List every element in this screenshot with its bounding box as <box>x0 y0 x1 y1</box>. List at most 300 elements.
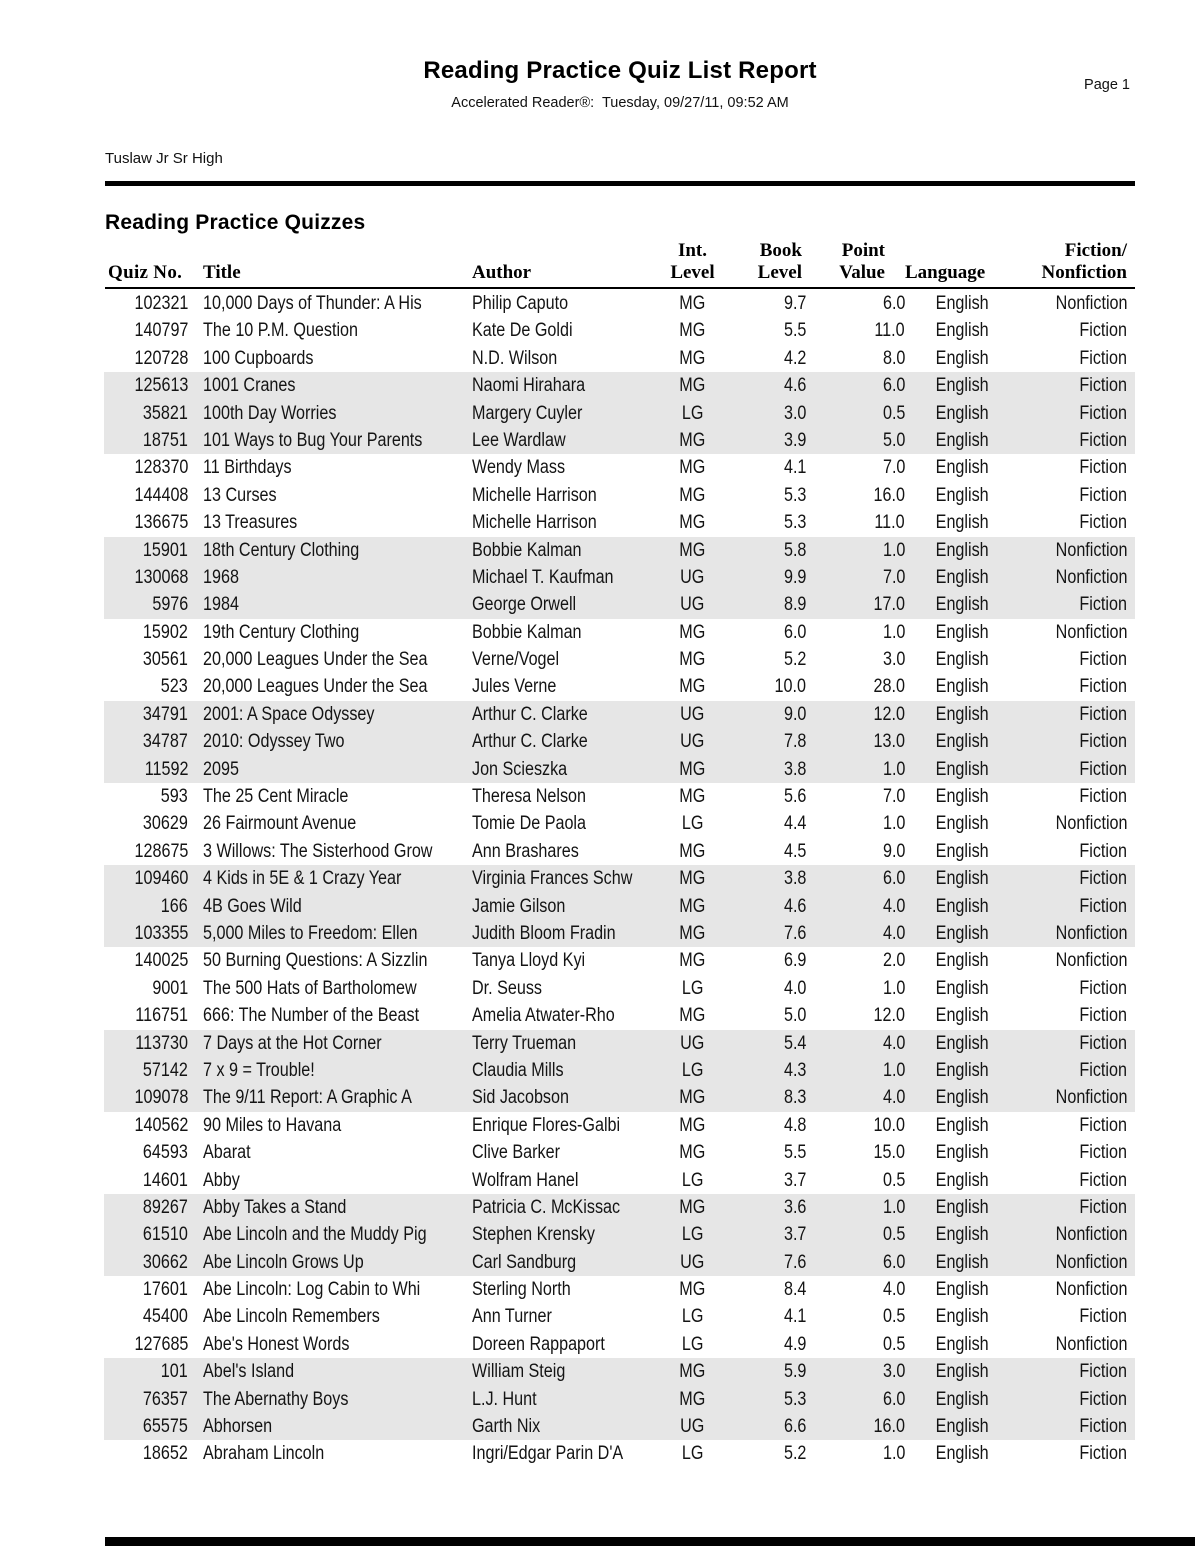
table-row <box>104 1167 1135 1194</box>
cell-quiz-no: 140797 <box>134 320 188 342</box>
table-row <box>104 1276 1135 1303</box>
cell-title: Abhorsen <box>203 1416 273 1438</box>
cell-language: English <box>936 676 989 698</box>
cell-point-value: 0.5 <box>882 1306 905 1328</box>
cell-title: 4B Goes Wild <box>203 895 302 917</box>
table-row <box>104 619 1135 646</box>
cell-fiction-nonfiction: Fiction <box>1079 977 1127 999</box>
cell-interest-level: MG <box>679 1196 706 1218</box>
cell-interest-level: MG <box>679 840 706 862</box>
cell-interest-level: LG <box>681 402 704 424</box>
cell-author: Ann Brashares <box>472 840 579 862</box>
table-row <box>104 427 1135 454</box>
cell-author: Enrique Flores-Galbi <box>472 1114 621 1136</box>
cell-point-value: 17.0 <box>873 594 905 616</box>
cell-book-level: 5.5 <box>783 1142 806 1164</box>
table-row <box>104 1057 1135 1084</box>
cell-fiction-nonfiction: Fiction <box>1079 731 1127 753</box>
cell-quiz-no: 30629 <box>143 813 188 835</box>
cell-quiz-no: 5976 <box>152 594 188 616</box>
column-header-point-value: Point Value <box>839 240 885 283</box>
table-row <box>104 1002 1135 1029</box>
cell-title: The 9/11 Report: A Graphic A <box>203 1087 412 1109</box>
cell-quiz-no: 109078 <box>134 1087 188 1109</box>
cell-interest-level: MG <box>679 1388 706 1410</box>
cell-book-level: 4.1 <box>783 1306 806 1328</box>
cell-author: Kate De Goldi <box>472 320 573 342</box>
cell-quiz-no: 116751 <box>135 1005 188 1027</box>
cell-author: Clive Barker <box>472 1142 560 1164</box>
cell-point-value: 0.5 <box>882 402 905 424</box>
cell-fiction-nonfiction: Fiction <box>1079 347 1127 369</box>
cell-interest-level: MG <box>679 621 706 643</box>
cell-title: Abraham Lincoln <box>203 1443 325 1465</box>
cell-interest-level: MG <box>679 1005 706 1027</box>
cell-point-value: 28.0 <box>873 676 905 698</box>
cell-interest-level: MG <box>679 1142 706 1164</box>
cell-quiz-no: 65575 <box>143 1416 188 1438</box>
table-row <box>104 838 1135 865</box>
header-rule <box>105 181 1135 186</box>
cell-title: The 25 Cent Miracle <box>203 786 349 808</box>
cell-interest-level: MG <box>679 895 706 917</box>
cell-quiz-no: 34791 <box>143 703 188 725</box>
cell-author: George Orwell <box>472 594 577 616</box>
cell-interest-level: MG <box>679 1114 706 1136</box>
cell-fiction-nonfiction: Fiction <box>1079 457 1127 479</box>
cell-interest-level: MG <box>679 484 706 506</box>
cell-quiz-no: 11592 <box>144 758 188 780</box>
cell-interest-level: MG <box>679 429 706 451</box>
cell-language: English <box>936 1416 989 1438</box>
cell-interest-level: MG <box>679 293 706 314</box>
cell-language: English <box>936 649 989 671</box>
cell-book-level: 4.8 <box>783 1114 806 1136</box>
cell-quiz-no: 140562 <box>134 1114 188 1136</box>
cell-title: 2095 <box>203 758 239 780</box>
cell-quiz-no: 45400 <box>143 1306 188 1328</box>
cell-quiz-no: 30662 <box>143 1251 188 1273</box>
cell-book-level: 4.0 <box>783 977 806 999</box>
cell-fiction-nonfiction: Fiction <box>1079 429 1127 451</box>
cell-title: The 500 Hats of Bartholomew <box>203 977 417 999</box>
cell-author: Sid Jacobson <box>472 1087 569 1109</box>
cell-point-value: 10.0 <box>873 1114 905 1136</box>
cell-book-level: 6.9 <box>783 950 806 972</box>
cell-point-value: 1.0 <box>882 539 905 561</box>
cell-fiction-nonfiction: Fiction <box>1079 676 1127 698</box>
cell-author: Jules Verne <box>472 676 557 698</box>
cell-language: English <box>936 347 989 369</box>
cell-book-level: 3.0 <box>783 402 806 424</box>
cell-author: Michael T. Kaufman <box>472 566 614 588</box>
table-row <box>104 756 1135 783</box>
cell-title: 5,000 Miles to Freedom: Ellen <box>203 922 418 944</box>
cell-author: Naomi Hirahara <box>472 375 586 397</box>
table-body <box>104 290 1135 1468</box>
column-header-title: Title <box>203 262 241 283</box>
cell-author: Margery Cuyler <box>472 402 583 424</box>
cell-interest-level: LG <box>681 1333 704 1355</box>
cell-point-value: 7.0 <box>882 457 905 479</box>
cell-interest-level: MG <box>679 1279 706 1301</box>
cell-book-level: 5.5 <box>783 320 806 342</box>
cell-language: English <box>936 758 989 780</box>
cell-language: English <box>936 402 989 424</box>
cell-fiction-nonfiction: Fiction <box>1079 1388 1127 1410</box>
cell-quiz-no: 593 <box>161 786 188 808</box>
cell-author: Wendy Mass <box>472 457 566 479</box>
cell-author: Bobbie Kalman <box>472 621 582 643</box>
cell-language: English <box>936 1361 989 1383</box>
cell-quiz-no: 89267 <box>143 1196 188 1218</box>
cell-language: English <box>936 840 989 862</box>
cell-author: Carl Sandburg <box>472 1251 577 1273</box>
table-header-row <box>105 238 1135 284</box>
cell-point-value: 12.0 <box>873 1005 905 1027</box>
cell-title: The Abernathy Boys <box>203 1388 349 1410</box>
cell-author: Philip Caputo <box>472 293 569 314</box>
table-row <box>104 454 1135 481</box>
table-row <box>104 1303 1135 1330</box>
cell-book-level: 5.2 <box>783 649 806 671</box>
cell-book-level: 10.0 <box>774 676 806 698</box>
cell-language: English <box>936 731 989 753</box>
cell-quiz-no: 128370 <box>134 457 188 479</box>
cell-language: English <box>936 539 989 561</box>
column-header-fiction-nonfiction: Fiction/ Nonfiction <box>1041 240 1127 283</box>
cell-fiction-nonfiction: Fiction <box>1079 703 1127 725</box>
cell-quiz-no: 35821 <box>143 402 188 424</box>
cell-book-level: 3.8 <box>783 868 806 890</box>
cell-book-level: 4.5 <box>783 840 806 862</box>
cell-quiz-no: 109460 <box>134 868 188 890</box>
cell-quiz-no: 120728 <box>134 347 188 369</box>
cell-fiction-nonfiction: Nonfiction <box>1055 922 1127 944</box>
cell-fiction-nonfiction: Fiction <box>1079 868 1127 890</box>
cell-title: 7 x 9 = Trouble! <box>203 1059 315 1081</box>
cell-point-value: 6.0 <box>882 1388 905 1410</box>
cell-point-value: 2.0 <box>882 950 905 972</box>
cell-title: Abarat <box>203 1142 251 1164</box>
cell-point-value: 1.0 <box>882 758 905 780</box>
table-row <box>104 810 1135 837</box>
cell-quiz-no: 18751 <box>143 429 188 451</box>
cell-title: 50 Burning Questions: A Sizzlin <box>203 950 428 972</box>
cell-fiction-nonfiction: Nonfiction <box>1055 1279 1127 1301</box>
cell-quiz-no: 76357 <box>143 1388 188 1410</box>
table-row <box>104 1030 1135 1057</box>
table-row <box>104 345 1135 372</box>
cell-title: Abby <box>203 1169 240 1191</box>
section-title: Reading Practice Quizzes <box>105 211 366 234</box>
table-row <box>104 1440 1135 1467</box>
cell-title: 4 Kids in 5E & 1 Crazy Year <box>203 868 402 890</box>
cell-quiz-no: 102321 <box>134 293 188 314</box>
cell-author: L.J. Hunt <box>472 1388 537 1410</box>
cell-title: 100 Cupboards <box>203 347 314 369</box>
cell-fiction-nonfiction: Nonfiction <box>1055 1251 1127 1273</box>
table-row <box>104 372 1135 399</box>
cell-language: English <box>936 813 989 835</box>
cell-point-value: 12.0 <box>873 703 905 725</box>
cell-book-level: 4.9 <box>783 1333 806 1355</box>
cell-fiction-nonfiction: Fiction <box>1079 895 1127 917</box>
cell-quiz-no: 103355 <box>134 922 188 944</box>
cell-book-level: 4.6 <box>783 895 806 917</box>
cell-fiction-nonfiction: Fiction <box>1079 1005 1127 1027</box>
cell-title: 90 Miles to Havana <box>203 1114 342 1136</box>
cell-language: English <box>936 1279 989 1301</box>
cell-language: English <box>936 950 989 972</box>
cell-language: English <box>936 1059 989 1081</box>
cell-interest-level: LG <box>681 1224 704 1246</box>
cell-fiction-nonfiction: Fiction <box>1079 1306 1127 1328</box>
cell-interest-level: UG <box>680 1416 705 1438</box>
cell-language: English <box>936 1388 989 1410</box>
cell-language: English <box>936 1443 989 1465</box>
cell-point-value: 3.0 <box>882 649 905 671</box>
cell-book-level: 5.2 <box>783 1443 806 1465</box>
cell-title: Abe Lincoln Remembers <box>203 1306 380 1328</box>
cell-point-value: 0.5 <box>882 1333 905 1355</box>
cell-interest-level: MG <box>679 539 706 561</box>
cell-interest-level: LG <box>681 977 704 999</box>
cell-point-value: 8.0 <box>882 347 905 369</box>
cell-interest-level: LG <box>681 1169 704 1191</box>
column-header-book-level: Book Level <box>757 240 802 283</box>
table-row <box>104 537 1135 564</box>
cell-point-value: 1.0 <box>882 1443 905 1465</box>
cell-interest-level: MG <box>679 868 706 890</box>
cell-book-level: 6.0 <box>783 621 806 643</box>
cell-language: English <box>936 457 989 479</box>
cell-point-value: 7.0 <box>882 566 905 588</box>
cell-quiz-no: 64593 <box>143 1142 188 1164</box>
table-row <box>104 783 1135 810</box>
cell-fiction-nonfiction: Fiction <box>1079 1142 1127 1164</box>
cell-author: Bobbie Kalman <box>472 539 582 561</box>
cell-book-level: 3.8 <box>783 758 806 780</box>
cell-book-level: 9.0 <box>783 703 806 725</box>
cell-book-level: 4.2 <box>783 347 806 369</box>
cell-language: English <box>936 786 989 808</box>
cell-point-value: 1.0 <box>882 621 905 643</box>
cell-title: 101 Ways to Bug Your Parents <box>203 429 423 451</box>
cell-title: 19th Century Clothing <box>203 621 360 643</box>
cell-fiction-nonfiction: Fiction <box>1079 594 1127 616</box>
cell-point-value: 9.0 <box>882 840 905 862</box>
table-row <box>104 975 1135 1002</box>
cell-interest-level: UG <box>680 594 705 616</box>
cell-interest-level: MG <box>679 320 706 342</box>
table-row <box>104 728 1135 755</box>
cell-title: 2010: Odyssey Two <box>203 731 345 753</box>
cell-title: 1984 <box>203 594 239 616</box>
page-bottom-rule <box>105 1537 1195 1546</box>
cell-language: English <box>936 1005 989 1027</box>
cell-author: Jon Scieszka <box>472 758 568 780</box>
cell-fiction-nonfiction: Fiction <box>1079 484 1127 506</box>
cell-language: English <box>936 1196 989 1218</box>
cell-book-level: 3.6 <box>783 1196 806 1218</box>
cell-title: 20,000 Leagues Under the Sea <box>203 649 428 671</box>
cell-point-value: 1.0 <box>882 977 905 999</box>
cell-title: 18th Century Clothing <box>203 539 360 561</box>
cell-language: English <box>936 1142 989 1164</box>
cell-quiz-no: 113730 <box>135 1032 188 1054</box>
cell-interest-level: LG <box>681 813 704 835</box>
cell-title: 13 Treasures <box>203 512 298 534</box>
cell-language: English <box>936 320 989 342</box>
cell-book-level: 3.7 <box>783 1169 806 1191</box>
cell-title: Abby Takes a Stand <box>203 1196 347 1218</box>
cell-fiction-nonfiction: Nonfiction <box>1055 950 1127 972</box>
cell-point-value: 15.0 <box>873 1142 905 1164</box>
cell-book-level: 8.3 <box>783 1087 806 1109</box>
table-row <box>104 1112 1135 1139</box>
cell-point-value: 6.0 <box>882 293 905 314</box>
cell-point-value: 0.5 <box>882 1224 905 1246</box>
cell-interest-level: UG <box>680 1251 705 1273</box>
table-row <box>104 564 1135 591</box>
cell-title: 2001: A Space Odyssey <box>203 703 375 725</box>
cell-author: Patricia C. McKissac <box>472 1196 621 1218</box>
cell-language: English <box>936 512 989 534</box>
report-title: Reading Practice Quiz List Report <box>423 57 817 84</box>
cell-point-value: 7.0 <box>882 786 905 808</box>
cell-interest-level: LG <box>681 1443 704 1465</box>
cell-book-level: 5.8 <box>783 539 806 561</box>
cell-point-value: 16.0 <box>873 484 905 506</box>
cell-interest-level: MG <box>679 347 706 369</box>
cell-title: Abe Lincoln Grows Up <box>203 1251 364 1273</box>
cell-author: Tomie De Paola <box>472 813 587 835</box>
cell-interest-level: MG <box>679 1087 706 1109</box>
cell-author: Michelle Harrison <box>472 512 597 534</box>
cell-book-level: 7.8 <box>783 731 806 753</box>
cell-language: English <box>936 922 989 944</box>
table-row <box>104 1139 1135 1166</box>
cell-book-level: 6.6 <box>783 1416 806 1438</box>
cell-quiz-no: 130068 <box>134 566 188 588</box>
cell-author: Judith Bloom Fradin <box>472 922 616 944</box>
table-row <box>104 400 1135 427</box>
table-row <box>104 1331 1135 1358</box>
table-row <box>104 317 1135 344</box>
cell-author: Doreen Rappaport <box>472 1333 605 1355</box>
cell-title: 1001 Cranes <box>203 375 296 397</box>
cell-title: The 10 P.M. Question <box>203 320 359 342</box>
cell-quiz-no: 61510 <box>143 1224 188 1246</box>
cell-author: Arthur C. Clarke <box>472 731 588 753</box>
table-row <box>104 893 1135 920</box>
cell-quiz-no: 15902 <box>143 621 188 643</box>
cell-point-value: 3.0 <box>882 1361 905 1383</box>
cell-language: English <box>936 1251 989 1273</box>
cell-book-level: 7.6 <box>783 1251 806 1273</box>
cell-fiction-nonfiction: Nonfiction <box>1055 539 1127 561</box>
table-row <box>104 1194 1135 1221</box>
cell-fiction-nonfiction: Fiction <box>1079 1114 1127 1136</box>
cell-title: 10,000 Days of Thunder: A His <box>203 293 422 314</box>
cell-book-level: 8.9 <box>783 594 806 616</box>
cell-language: English <box>936 703 989 725</box>
cell-interest-level: UG <box>680 731 705 753</box>
cell-fiction-nonfiction: Fiction <box>1079 758 1127 780</box>
cell-interest-level: LG <box>681 1059 704 1081</box>
cell-point-value: 13.0 <box>873 731 905 753</box>
cell-quiz-no: 101 <box>161 1361 188 1383</box>
cell-fiction-nonfiction: Fiction <box>1079 1059 1127 1081</box>
cell-fiction-nonfiction: Fiction <box>1079 1416 1127 1438</box>
column-header-quiz-no: Quiz No. <box>108 262 183 283</box>
cell-interest-level: MG <box>679 649 706 671</box>
table-header-underline <box>105 287 1135 289</box>
cell-title: 20,000 Leagues Under the Sea <box>203 676 428 698</box>
cell-author: Claudia Mills <box>472 1059 564 1081</box>
cell-language: English <box>936 1114 989 1136</box>
cell-quiz-no: 14601 <box>143 1169 188 1191</box>
table-row <box>104 865 1135 892</box>
cell-author: Ann Turner <box>472 1306 552 1328</box>
table-row <box>104 947 1135 974</box>
cell-point-value: 6.0 <box>882 1251 905 1273</box>
cell-interest-level: MG <box>679 457 706 479</box>
cell-point-value: 1.0 <box>882 1196 905 1218</box>
cell-quiz-no: 18652 <box>143 1443 188 1465</box>
cell-quiz-no: 127685 <box>134 1333 188 1355</box>
cell-quiz-no: 166 <box>161 895 188 917</box>
cell-point-value: 4.0 <box>882 922 905 944</box>
cell-book-level: 8.4 <box>783 1279 806 1301</box>
cell-interest-level: UG <box>680 703 705 725</box>
cell-point-value: 11.0 <box>874 320 905 342</box>
cell-book-level: 5.3 <box>783 1388 806 1410</box>
cell-title: Abe Lincoln: Log Cabin to Whi <box>203 1279 421 1301</box>
cell-interest-level: MG <box>679 922 706 944</box>
cell-fiction-nonfiction: Nonfiction <box>1055 1333 1127 1355</box>
cell-fiction-nonfiction: Fiction <box>1079 320 1127 342</box>
cell-point-value: 16.0 <box>873 1416 905 1438</box>
cell-interest-level: MG <box>679 786 706 808</box>
table-row <box>104 673 1135 700</box>
cell-author: Verne/Vogel <box>472 649 560 671</box>
cell-interest-level: UG <box>680 566 705 588</box>
cell-interest-level: MG <box>679 1361 706 1383</box>
cell-quiz-no: 15901 <box>143 539 188 561</box>
cell-book-level: 4.3 <box>783 1059 806 1081</box>
table-row <box>104 290 1135 317</box>
cell-language: English <box>936 375 989 397</box>
cell-book-level: 4.1 <box>783 457 806 479</box>
column-header-int-level: Int. Level <box>670 240 715 283</box>
cell-title: 26 Fairmount Avenue <box>203 813 357 835</box>
table-row <box>104 1358 1135 1385</box>
cell-point-value: 6.0 <box>882 375 905 397</box>
cell-fiction-nonfiction: Fiction <box>1079 1361 1127 1383</box>
cell-point-value: 4.0 <box>882 1279 905 1301</box>
cell-language: English <box>936 1032 989 1054</box>
cell-point-value: 6.0 <box>882 868 905 890</box>
cell-book-level: 3.7 <box>783 1224 806 1246</box>
cell-book-level: 5.4 <box>783 1032 806 1054</box>
cell-author: Garth Nix <box>472 1416 541 1438</box>
cell-fiction-nonfiction: Fiction <box>1079 375 1127 397</box>
table-row <box>104 1386 1135 1413</box>
cell-author: Tanya Lloyd Kyi <box>472 950 586 972</box>
cell-language: English <box>936 1087 989 1109</box>
